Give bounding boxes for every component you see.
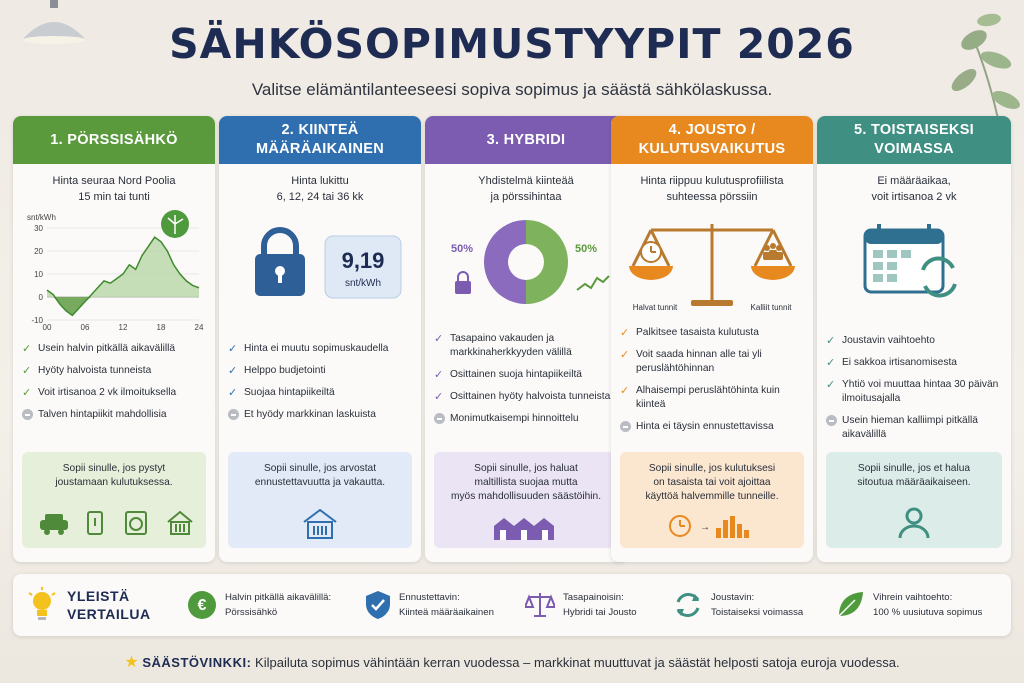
card-title: 5. TOISTAISEKSI VOIMASSA <box>817 116 1011 164</box>
fit-box: Sopii sinulle, jos pystyt joustamaan kulutuksessa. <box>22 452 206 548</box>
scale-icon <box>525 591 555 619</box>
pros-cons-list <box>434 332 624 434</box>
card-description: Hinta lukittu 6, 12, 24 tai 36 kk <box>276 175 364 203</box>
star-icon: ★ <box>124 654 139 671</box>
lock-icon <box>255 230 305 296</box>
scale-right-label: Kalliit tunnit <box>750 303 792 312</box>
bar-chart-icon <box>716 516 749 538</box>
euro-icon <box>187 590 217 620</box>
card-description: Hinta seuraa Nord Poolia 15 min tai tunti <box>52 175 176 203</box>
list-item: ✓ Ei sakkoa irtisanomisesta <box>826 357 957 369</box>
pros-cons-list <box>22 342 212 430</box>
y-tick-label: 10 <box>34 270 43 279</box>
washing-machine-icon <box>126 512 146 534</box>
summary-heading: YLEISTÄ VERTAILUA <box>27 574 151 636</box>
row-houses-icon <box>494 518 554 540</box>
split-left-label: 50% <box>451 243 474 255</box>
spot-share-slice <box>526 220 568 304</box>
pros-cons-list <box>620 326 810 442</box>
summary-item-greenest: Vihrein vaihtoehto: 100 % uusiutuva sopimus <box>835 574 982 636</box>
list-item: Monimutkaisempi hinnoittelu <box>434 412 624 426</box>
x-tick-label: 24 <box>194 323 204 330</box>
list-item: ✓ Voit saada hinnan alle tai yli peruslähtöhinnan <box>620 349 762 374</box>
fixed-share-slice <box>484 220 526 304</box>
list-item: ✓ Joustavin vaihtoehto <box>826 335 935 347</box>
clock-icon <box>670 516 690 536</box>
page-subtitle: Valitse elämäntilanteeseesi sopiva sopimus ja säästä sähkölaskussa. <box>251 80 773 99</box>
summary-item-flexible: Joustavin: Toistaiseksi voimassa <box>673 574 803 636</box>
page-title: SÄHKÖSOPIMUSTYYPIT 2026 <box>169 20 855 68</box>
list-item: ✓ Osittainen suoja hintapiikeiltä <box>434 369 582 381</box>
people-icon <box>763 243 783 260</box>
x-tick-label: 12 <box>118 323 128 330</box>
chart-ylabel: snt/kWh <box>27 213 56 222</box>
person-icon <box>900 509 928 538</box>
y-tick-label: 30 <box>34 224 43 233</box>
leaf-icon <box>835 590 865 620</box>
balance-scale-icon <box>633 224 791 302</box>
list-item: ✓ Hinta ei muutu sopimuskaudella <box>228 343 389 355</box>
price-chart <box>13 208 215 330</box>
y-tick-label: -10 <box>31 316 43 325</box>
price-unit: snt/kWh <box>344 278 382 289</box>
list-item: ✓ Helppo budjetointi <box>228 365 326 377</box>
split-right-label: 50% <box>575 243 598 255</box>
fit-box: Sopii sinulle, jos arvostat ennustettavuutta ja vakautta. <box>228 452 412 548</box>
lock-graphic <box>219 224 421 304</box>
card-jousto <box>611 116 813 562</box>
card-porssisahko <box>13 116 215 562</box>
card-description: Hinta riippuu kulutusprofiilista suhteessa pörssiin <box>640 175 784 203</box>
list-item: ✓ Alhaisempi peruslähtöhinta kuin kiinteä <box>620 385 780 410</box>
charger-icon <box>88 512 102 534</box>
list-item: Hinta ei täysin ennustettavissa <box>620 420 810 434</box>
house-heater-icon <box>304 510 336 538</box>
list-item: ✓ Usein halvin pitkällä aikavälillä <box>22 343 176 355</box>
trend-line-icon <box>577 276 609 290</box>
fit-box: Sopii sinulle, jos et halua sitoutua määräaikaiseen. <box>826 452 1002 548</box>
shield-icon <box>365 590 391 620</box>
card-title: 1. PÖRSSISÄHKÖ <box>13 116 215 164</box>
list-item: Usein hieman kalliimpi pitkällä aikavälillä <box>826 414 1008 442</box>
lock-icon <box>455 272 471 294</box>
card-description: Ei määräaikaa, voit irtisanoa 2 vk <box>871 175 957 203</box>
list-item: ✓ Suojaa hintapiikeiltä <box>228 387 335 399</box>
card-title: 3. HYBRIDI <box>425 116 627 164</box>
lightbulb-icon <box>27 587 57 623</box>
fit-box: Sopii sinulle, jos haluat maltillista suojaa mutta myös mahdollisuuden säästöihin. <box>434 452 618 548</box>
donut-graphic <box>425 216 627 312</box>
list-item: ✓ Hyöty halvoista tunneista <box>22 365 152 377</box>
card-toistaiseksi <box>817 116 1011 562</box>
svg-text:€: € <box>197 597 207 614</box>
card-title: 2. KIINTEÄ MÄÄRÄAIKAINEN <box>219 116 421 164</box>
list-item: ✓ Yhtiö voi muuttaa hintaa 30 päivän ilmoitusajalla <box>826 379 999 404</box>
pros-cons-list <box>228 342 418 430</box>
car-icon <box>40 514 68 535</box>
refresh-icon <box>673 590 703 620</box>
x-tick-label: 06 <box>80 323 90 330</box>
list-item: ✓ Osittainen hyöty halvoista tunneista <box>434 391 611 403</box>
summary-bar <box>13 574 1011 636</box>
card-title: 4. JOUSTO / KULUTUSVAIKUTUS <box>611 116 813 164</box>
clock-icon <box>641 242 661 262</box>
savings-tip: ★ SÄÄSTÖVINKKI: Kilpailuta sopimus vähintään kerran vuodessa – markkinat muuttuvat ja säästät helposti satoja euroja vuodessa. <box>124 654 900 671</box>
house-icon <box>168 512 192 534</box>
fit-box: Sopii sinulle, jos kulutuksesi on tasaista tai voit ajoittaa käyttöä halvemmille tunneille. → <box>620 452 804 548</box>
calendar-graphic <box>817 216 1011 304</box>
summary-item-balanced: Tasapainoisin: Hybridi tai Jousto <box>525 574 637 636</box>
card-hybridi <box>425 116 627 562</box>
card-kiintea <box>219 116 421 562</box>
x-tick-label: 18 <box>156 323 166 330</box>
x-tick-label: 00 <box>42 323 52 330</box>
price-value: 9,19 <box>341 248 385 273</box>
summary-item-cheapest: € Halvin pitkällä aikavälillä: Pörssisähkö <box>187 574 331 636</box>
y-tick-label: 20 <box>34 247 43 256</box>
list-item: Et hyödy markkinan laskuista <box>228 408 418 422</box>
list-item: Talven hintapiikit mahdollisia <box>22 408 212 422</box>
summary-item-predictable: Ennustettavin: Kiinteä määräaikainen <box>365 574 494 636</box>
scale-left-label: Halvat tunnit <box>632 303 678 312</box>
pros-cons-list <box>826 334 1008 450</box>
list-item: ✓ Voit irtisanoa 2 vk ilmoituksella <box>22 387 177 399</box>
list-item: ✓ Palkitsee tasaista kulutusta <box>620 327 759 339</box>
arrow-icon: → <box>700 522 710 533</box>
wind-turbine-icon <box>161 210 189 238</box>
card-description: Yhdistelmä kiinteää ja pörssihintaa <box>478 175 574 203</box>
scale-graphic <box>611 214 813 316</box>
list-item: ✓ Tasapaino vakauden ja markkinaherkkyyden välillä <box>434 333 572 358</box>
y-tick-label: 0 <box>38 293 43 302</box>
